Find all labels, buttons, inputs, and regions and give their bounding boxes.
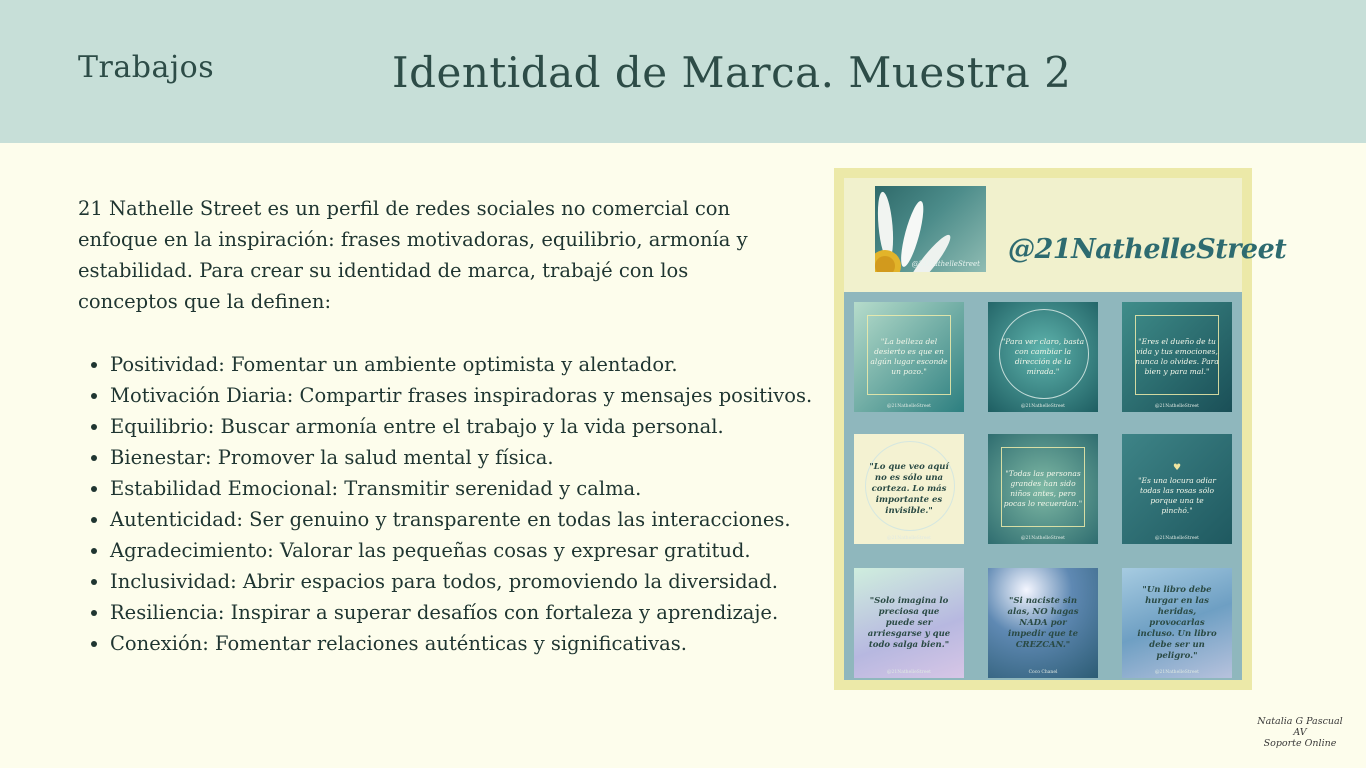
quote-grid bbox=[844, 292, 1242, 680]
list-item: • Autenticidad: Ser genuino y transparente en todas las interacciones. bbox=[110, 504, 830, 535]
quote-tile bbox=[1115, 561, 1239, 685]
tile-quote-text: "Es una locura odiar todas las rosas sólo porque una te pinchó." bbox=[1138, 475, 1216, 515]
list-item: • Conexión: Fomentar relaciones auténticas y significativas. bbox=[110, 628, 830, 659]
page-title: Identidad de Marca. Muestra 2 bbox=[392, 48, 1072, 97]
tile-quote-text: "Para ver claro, basta con cambiar la dirección de la mirada." bbox=[1001, 337, 1085, 376]
tile-quote bbox=[867, 596, 951, 651]
tile-quote-text: "Todas las personas grandes han sido niños antes, pero pocas lo recuerdan." bbox=[1003, 469, 1083, 508]
header-band bbox=[0, 0, 1366, 143]
tile-quote bbox=[1001, 596, 1085, 651]
section-label: Trabajos bbox=[78, 50, 215, 85]
list-item: • Resiliencia: Inspirar a superar desafíos con fortaleza y aprendizaje. bbox=[110, 597, 830, 628]
tile-quote bbox=[1001, 469, 1085, 509]
tile-quote bbox=[1135, 585, 1219, 662]
signature-subtitle: Soporte Online bbox=[1263, 738, 1337, 749]
tile-footer: @21NathelleStreet bbox=[1021, 536, 1065, 541]
tile-footer: @21NathelleStreet bbox=[1155, 670, 1199, 675]
signature-name: Natalia G Pascual AV bbox=[1257, 716, 1343, 738]
thumbnail-handle: @21NathelleStreet bbox=[911, 260, 980, 268]
quote-tile bbox=[847, 427, 971, 551]
tile-quote-text: "Eres el dueño de tu vida y tus emociones, nunca lo olvides. Para bien y para mal." bbox=[1135, 337, 1219, 376]
tile-quote-text: "La belleza del desierto es que en algún lugar esconde un pozo." bbox=[870, 337, 948, 376]
quote-tile bbox=[847, 561, 971, 685]
heart-icon: ♥ bbox=[1172, 462, 1182, 473]
tile-quote bbox=[867, 462, 951, 517]
brand-collage bbox=[834, 168, 1287, 690]
list-item: • Estabilidad Emocional: Transmitir serenidad y calma. bbox=[110, 473, 830, 504]
tile-footer: @21NathelleStreet bbox=[1155, 404, 1199, 409]
tile-footer: @21NathelleStreet bbox=[1155, 536, 1199, 541]
author-signature bbox=[1252, 716, 1348, 749]
quote-tile bbox=[981, 561, 1105, 685]
tile-quote bbox=[1001, 337, 1085, 377]
tile-quote-text: "Un libro debe hurgar en las heridas, provocarlas incluso. Un libro debe ser un peligro." bbox=[1137, 584, 1217, 661]
tile-quote bbox=[1135, 337, 1219, 377]
tile-quote-text: "Solo imagina lo preciosa que puede ser arriesgarse y que todo salga bien." bbox=[867, 595, 951, 650]
tile-quote-text: "Lo que veo aquí no es sólo una corteza. Lo más importante es invisible." bbox=[869, 461, 949, 516]
daisy-thumbnail bbox=[875, 186, 986, 272]
list-item: • Positividad: Fomentar un ambiente optimista y alentador. bbox=[110, 349, 830, 380]
tile-quote bbox=[867, 337, 951, 377]
quote-tile bbox=[847, 295, 971, 419]
quote-tile bbox=[981, 295, 1105, 419]
collage-header bbox=[844, 178, 1287, 292]
tile-footer: @21NathelleStreet bbox=[887, 670, 931, 675]
list-item: • Inclusividad: Abrir espacios para todos, promoviendo la diversidad. bbox=[110, 566, 830, 597]
list-item: • Equilibrio: Buscar armonía entre el trabajo y la vida personal. bbox=[110, 411, 830, 442]
intro-paragraph: 21 Nathelle Street es un perfil de redes sociales no comercial con enfoque en la inspiración: frases motivadoras, equilibrio, armonía y estabilidad. Para crear su identidad de marca, trabajé con los conceptos que la definen: bbox=[78, 197, 748, 313]
tile-quote bbox=[1135, 463, 1219, 516]
tile-footer: Coco Chanel bbox=[1028, 670, 1058, 675]
tile-quote-text: "Si naciste sin alas, NO hagas NADA por impedir que te CREZCAN." bbox=[1007, 595, 1079, 650]
tile-footer: @21NathelleStreet bbox=[887, 404, 931, 409]
list-item: • Motivación Diaria: Compartir frases inspiradoras y mensajes positivos. bbox=[110, 380, 830, 411]
brand-handle: @21NathelleStreet bbox=[1008, 234, 1287, 265]
tile-footer: @21NathelleStreet bbox=[1021, 404, 1065, 409]
tile-footer: @21NathelleStreet bbox=[887, 536, 931, 541]
quote-tile bbox=[1115, 295, 1239, 419]
list-item: • Agradecimiento: Valorar las pequeñas cosas y expresar gratitud. bbox=[110, 535, 830, 566]
quote-tile bbox=[981, 427, 1105, 551]
quote-tile bbox=[1115, 427, 1239, 551]
concepts-list bbox=[78, 349, 830, 659]
list-item: • Bienestar: Promover la salud mental y física. bbox=[110, 442, 830, 473]
